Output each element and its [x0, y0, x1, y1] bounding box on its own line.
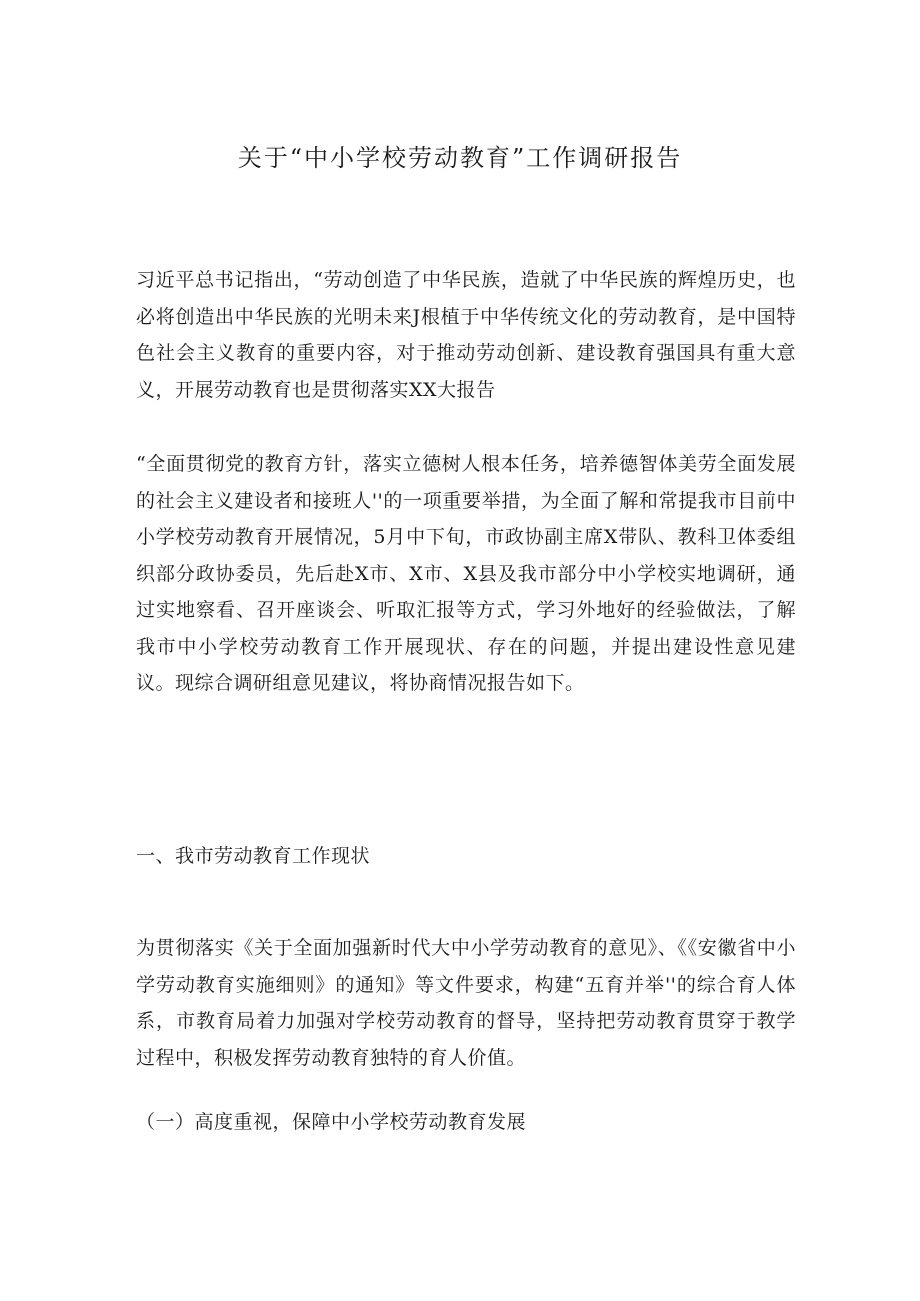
background-paragraph: “全面贯彻党的教育方针，落实立德树人根本任务，培养德智体美劳全面发展的社会主义建设者和接班人''的一项重要举措，为全面了解和常提我市目前中小学校劳动教育开展情况，5月中下旬，市政协副主席X带队、教科卫体委组织部分政协委员，先后赴X市、X市、X县及我市部分中小学校实地调研，通过实地察看、召开座谈会、听取汇报等方式，学习外地好的经验做法，了解我市中小学校劳动教育工作开展现状、存在的问题，并提出建设性意见建议。现综合调研组意见建议，将协商情况报告如下。: [136, 453, 796, 694]
status-paragraph: 为贯彻落实《关于全面加强新时代大中小学劳动教育的意见》、《《安徽省中小学劳动教育实施细则》的通知》等文件要求，构建“五育并举''的综合育人体系，市教育局着力加强对学校劳动教育的督导，坚持把劳动教育贯穿于教学过程中，积极发挥劳动教育独特的育人价值。: [136, 937, 796, 1069]
subsection-heading-1: （一）高度重视，保障中小学校劳动教育发展: [136, 1111, 527, 1133]
intro-paragraph: 习近平总书记指出，“劳动创造了中华民族，造就了中华民族的辉煌历史，也必将创造出中华民族的光明未来J根植于中华传统文化的劳动教育，是中国特色社会主义教育的重要内容，对于推动劳动创新、建设教育强国具有重大意义，开展劳动教育也是贯彻落实XX大报告: [136, 269, 796, 401]
section-heading-1: 一、我市劳动教育工作现状: [136, 845, 371, 867]
document-title: 关于“中小学校劳动教育”工作调研报告: [237, 144, 683, 172]
